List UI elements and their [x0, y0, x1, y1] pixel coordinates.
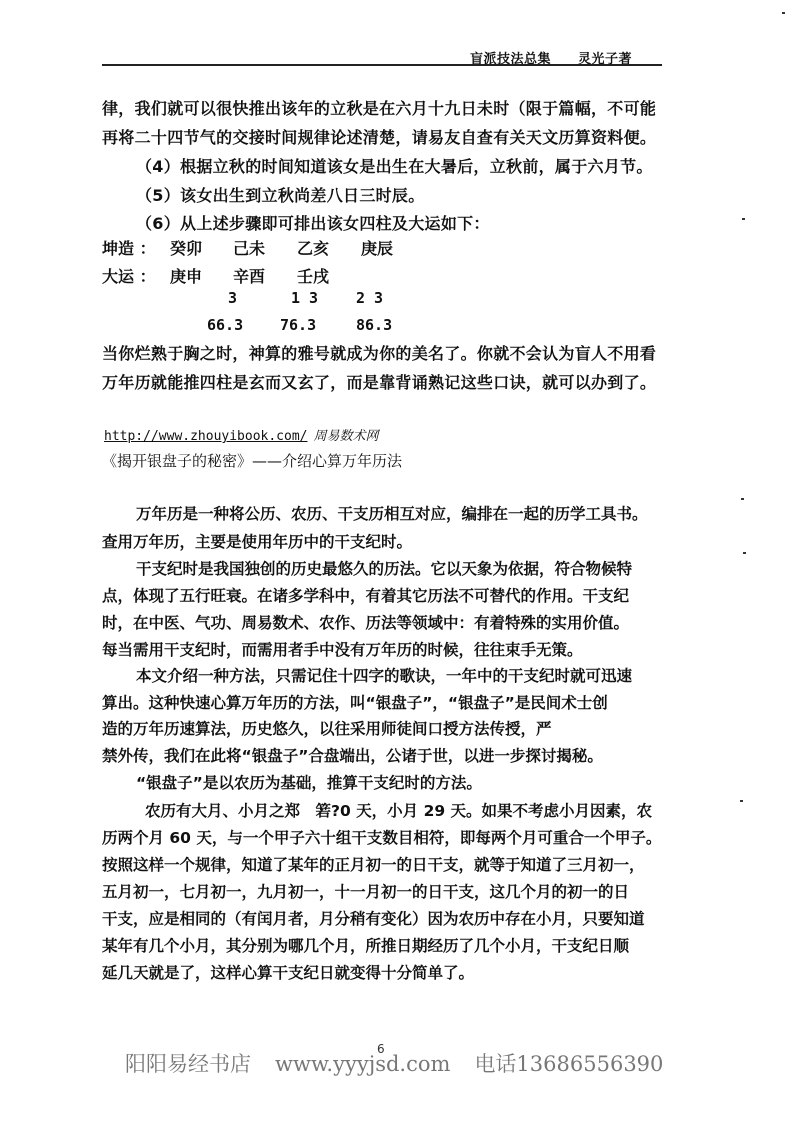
dayun-cell: 壬戌: [297, 267, 330, 286]
dayun-cell: 庚申: [170, 267, 203, 286]
footer-phone: 电话13686556390: [474, 1052, 664, 1076]
year-value: 86.3: [356, 316, 393, 334]
header-text: [448, 48, 632, 67]
text-line: 再将二十四节气的交接时间规律论述清楚，请易友自查有关天文历算资料便。: [102, 128, 657, 147]
body-line: 历两个月 60 天，与一个甲子六十组干支数目相符，即每两个月可重合一个甲子。: [102, 829, 662, 847]
pillar-cell: 庚辰: [361, 239, 394, 258]
footer-website: www.yyyjsd.com: [275, 1052, 451, 1076]
page-number: 6: [377, 1042, 385, 1056]
source-url-link[interactable]: http://www.zhouyibook.com/: [104, 429, 308, 444]
dayun-label: 大运 ：: [102, 267, 156, 286]
dayun-cell: 辛酉: [233, 267, 266, 286]
pillar-cell: 己未: [233, 239, 266, 258]
body-line: “银盘子”是以农历为基础，推算干支纪时的方法。: [136, 774, 482, 792]
body-line: 干支，应是相同的（有闰月者，月分稍有变化）因为农历中存在小月，只要知道: [102, 910, 645, 928]
site-name: 周易数术网: [313, 429, 379, 444]
book-title: 盲派技法总集: [469, 52, 551, 67]
age-value: 2 3: [356, 289, 384, 307]
source-link-line: [104, 425, 379, 444]
year-value: 76.3: [280, 316, 317, 334]
scan-speck: [741, 498, 744, 500]
body-line: 延几天就是了，这样心算干支纪日就变得十分简单了。: [102, 964, 475, 982]
body-line: 万年历是一种将公历、农历、干支历相互对应，编排在一起的历学工具书。: [136, 505, 648, 523]
scan-speck: [740, 800, 743, 802]
age-value: 1 3: [291, 289, 319, 307]
age-value: 3: [228, 289, 238, 307]
text-line: （5）该女出生到立秋尚差八日三时辰。: [136, 186, 425, 205]
text-line: 当你烂熟于胸之时，神算的雅号就成为你的美名了。你就不会认为盲人不用看: [102, 344, 657, 363]
text-line: （6）从上述步骤即可排出该女四柱及大运如下：: [136, 214, 490, 233]
article-title: 《揭开银盘子的秘密》——介绍心算万年历法: [102, 452, 403, 470]
text-line: 万年历就能推四柱是玄而又玄了，而是靠背诵熟记这些口诀，就可以办到了。: [102, 373, 657, 392]
text-line: 律，我们就可以很快推出该年的立秋是在六月十九日未时（限于篇幅，不可能: [102, 99, 657, 118]
author-name: 灵光子著: [577, 52, 632, 67]
year-value: 66.3: [207, 316, 244, 334]
scan-speck: [742, 218, 745, 220]
body-line: 时，在中医、气功、周易数术、农作、历法等领域中：有着特殊的实用价值。: [102, 614, 630, 632]
body-line: 算出。这种快速心算万年历的方法，叫“银盘子”，“银盘子”是民间术士创: [102, 694, 608, 712]
body-line: 查用万年历，主要是使用年历中的干支纪时。: [102, 533, 413, 551]
pillar-cell: 乙亥: [297, 239, 330, 258]
scan-speck: [782, 12, 785, 14]
body-line: 点，体现了五行旺衰。在诸多学科中，有着其它历法不可替代的作用。干支纪: [102, 587, 630, 605]
body-line: 干支纪时是我国独创的历史最悠久的历法。它以天象为依据，符合物候特: [136, 560, 633, 578]
scan-speck: [743, 552, 746, 554]
body-line: 禁外传，我们在此将“银盘子”合盘端出，公诸于世，以进一步探讨揭秘。: [102, 747, 603, 765]
pillar-cell: 癸卯: [170, 239, 203, 258]
footer-watermark: [125, 1048, 687, 1078]
body-line: 造的万年历速算法，历史悠久，以往采用师徒间口授方法传授，严: [102, 720, 552, 738]
body-line: 农历有大月、小月之郑 箬?0 天，小月 29 天。如果不考虑小月因素，农: [145, 802, 653, 820]
footer-shop: 阳阳易经书店: [125, 1052, 251, 1076]
body-line: 按照这样一个规律，知道了某年的正月初一的日干支，就等于知道了三月初一，: [102, 856, 645, 874]
kunzao-label: 坤造 ：: [102, 239, 156, 258]
body-line: 五月初一，七月初一，九月初一，十一月初一的日干支，这几个月的初一的日: [102, 883, 630, 901]
page-header: [102, 44, 662, 66]
body-line: 本文介绍一种方法，只需记住十四字的歌诀，一年中的干支纪时就可迅速: [136, 667, 633, 685]
text-line: （4）根据立秋的时间知道该女是出生在大暑后，立秋前，属于六月节。: [136, 157, 653, 176]
body-line: 每当需用干支纪时，而需用者手中没有万年历的时候，往往束手无策。: [102, 641, 583, 659]
body-line: 某年有几个小月，其分别为哪几个月，所推日期经历了几个小月，干支纪日顺: [102, 937, 630, 955]
